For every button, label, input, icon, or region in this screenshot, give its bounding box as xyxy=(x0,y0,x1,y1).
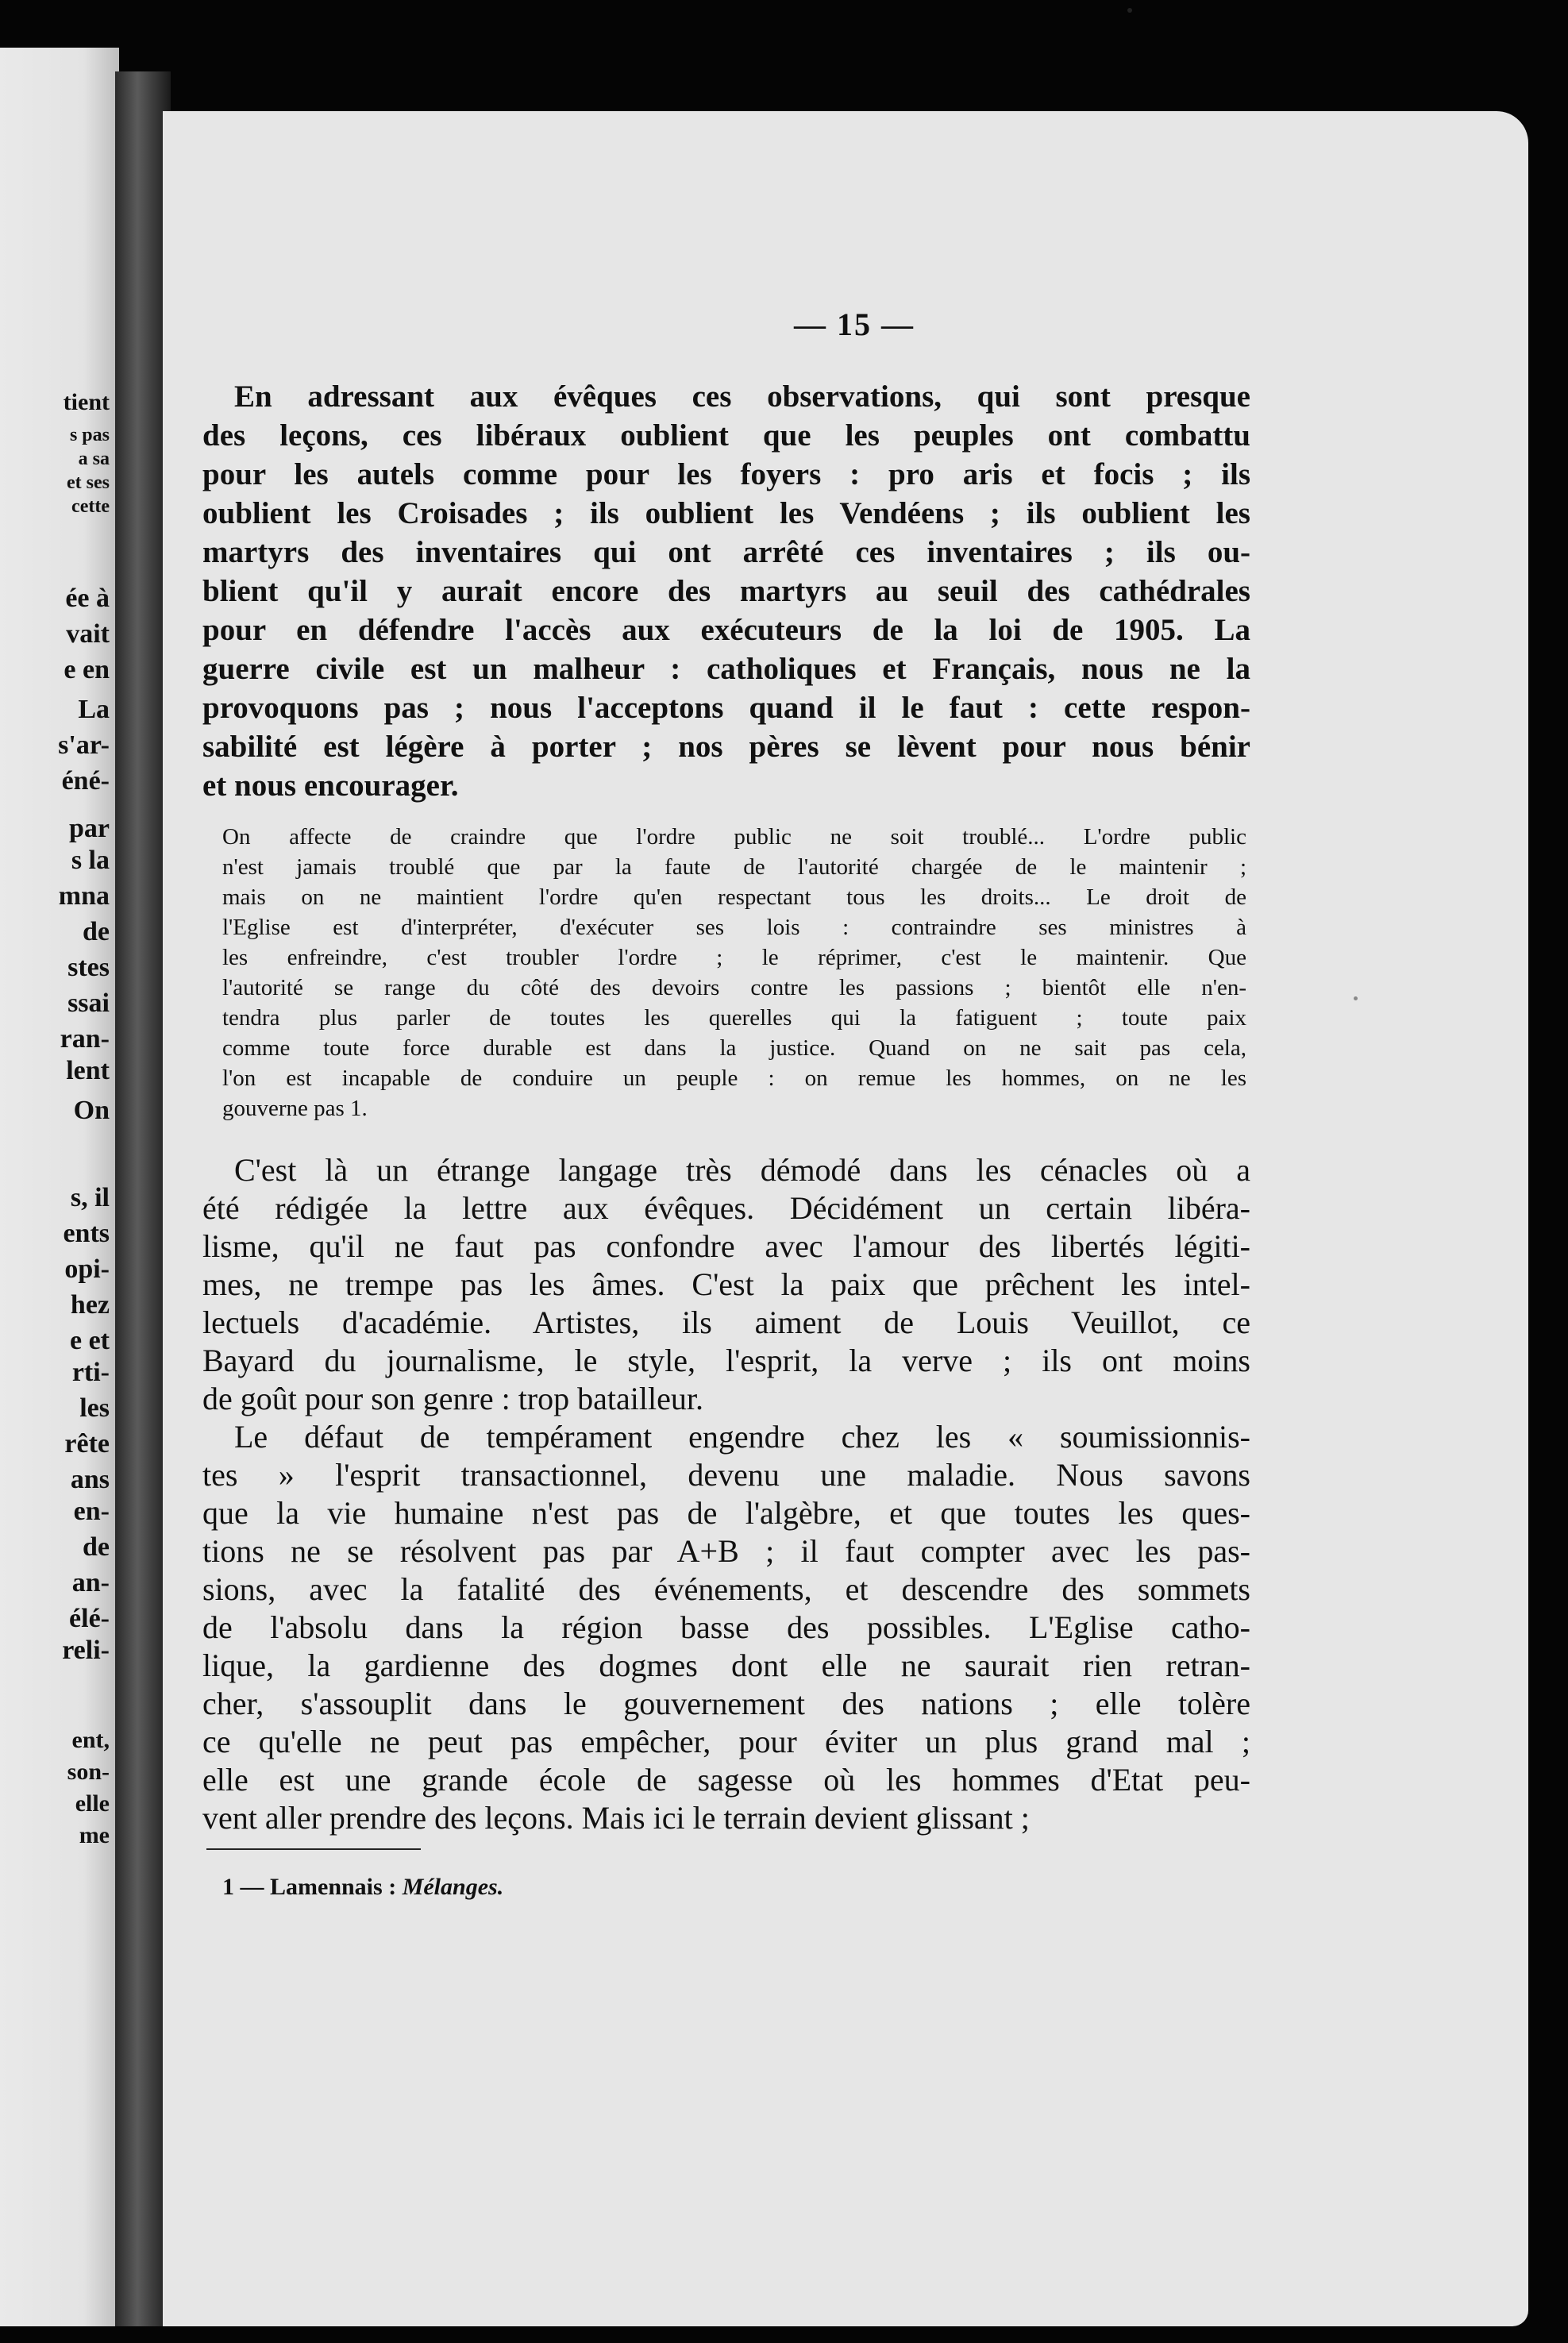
facing-page-fragment-line: an- xyxy=(71,1568,110,1597)
quote-line: mais on ne maintient l'ordre qu'en respectant tous les droits... Le droit de xyxy=(222,884,1246,910)
facing-page-text xyxy=(0,48,119,2326)
paragraph-1-line: guerre civile est un malheur : catholiques et Français, nous ne la xyxy=(202,652,1250,686)
facing-page-fragment-line: stes xyxy=(67,953,110,982)
paragraph-1-line: pour en défendre l'accès aux exécuteurs de la loi de 1905. La xyxy=(202,613,1250,647)
paragraph-2-line: lique, la gardienne des dogmes dont elle ne saurait rien retran- xyxy=(202,1647,1250,1683)
paragraph-2-line: ce qu'elle ne peut pas empêcher, pour éviter un plus grand mal ; xyxy=(202,1724,1250,1759)
facing-page-fragment-line: e et xyxy=(69,1326,110,1355)
paragraph-1-line: et nous encourager. xyxy=(202,769,459,803)
footnote-author: Lamennais : xyxy=(270,1874,397,1900)
facing-page-fragment-line: de xyxy=(83,917,110,946)
paragraph-1-line: martyrs des inventaires qui ont arrêté ces inventaires ; ils ou- xyxy=(202,535,1250,569)
facing-page-fragment-line: ssai xyxy=(67,988,110,1018)
facing-page-fragment-line: éné- xyxy=(61,766,110,796)
quote-line: les enfreindre, c'est troubler l'ordre ; le réprimer, c'est le maintenir. Que xyxy=(222,945,1246,970)
facing-page-fragment-line: ran- xyxy=(60,1024,110,1054)
quote-line: tendra plus parler de toutes les querelles qui la fatiguent ; toute paix xyxy=(222,1005,1246,1031)
paragraph-2-line: sions, avec la fatalité des événements, et descendre des sommets xyxy=(202,1571,1250,1607)
scan-speck xyxy=(1127,8,1132,13)
facing-page-fragment-line: opi- xyxy=(64,1254,110,1284)
quote-line: comme toute force durable est dans la justice. Quand on ne sait pas cela, xyxy=(222,1035,1246,1061)
facing-page-fragment xyxy=(0,48,119,2326)
facing-page-fragment-line: élé- xyxy=(69,1604,110,1633)
facing-page-fragment-line: en- xyxy=(73,1497,110,1526)
footnote-title: Mélanges. xyxy=(402,1874,504,1900)
paragraph-2-line: de goût pour son genre : trop batailleur. xyxy=(202,1381,703,1416)
facing-page-fragment-line: ans xyxy=(70,1465,110,1494)
facing-page-fragment-line: e en xyxy=(64,655,110,684)
paragraph-2-line: Bayard du journalisme, le style, l'esprit, la verve ; ils ont moins xyxy=(202,1343,1250,1378)
page-number: — 15 — xyxy=(794,306,915,342)
paragraph-2-line: tions ne se résolvent pas par A+B ; il faut compter avec les pas- xyxy=(202,1533,1250,1569)
facing-page-fragment-line: son- xyxy=(67,1759,110,1785)
facing-page-fragment-line: a sa xyxy=(78,449,110,469)
facing-page-fragment-line: hez xyxy=(70,1290,110,1320)
paragraph-2-line: Le défaut de tempérament engendre chez les « soumissionnis- xyxy=(234,1419,1250,1455)
paragraph-2-line: été rédigée la lettre aux évêques. Décidément un certain libéra- xyxy=(202,1190,1250,1226)
facing-page-fragment-line: ée à xyxy=(65,584,110,613)
facing-page-fragment-line: reli- xyxy=(62,1636,110,1665)
paragraph-1-line: pour les autels comme pour les foyers : pro aris et focis ; ils xyxy=(202,457,1250,491)
facing-page-fragment-line: de xyxy=(83,1532,110,1562)
paragraph-1-line: sabilité est légère à porter ; nos pères se lèvent pour nous bénir xyxy=(202,730,1250,764)
facing-page-fragment-line: s la xyxy=(71,846,110,875)
paragraph-2-line: cher, s'assouplit dans le gouvernement des nations ; elle tolère xyxy=(202,1686,1250,1721)
facing-page-fragment-line: vait xyxy=(66,619,110,649)
facing-page-fragment-line: s, il xyxy=(70,1183,110,1212)
paragraph-2 xyxy=(202,1151,1250,1837)
facing-page-fragment-line: La xyxy=(78,695,110,724)
paragraph-1-line: En adressant aux évêques ces observations, qui sont presque xyxy=(234,380,1250,414)
facing-page-fragment-line: s'ar- xyxy=(58,730,110,760)
facing-page-fragment-line: me xyxy=(79,1822,110,1848)
facing-page-fragment-line: On xyxy=(73,1096,110,1125)
facing-page-fragment-line: rti- xyxy=(71,1358,110,1387)
paragraph-2-line: vent aller prendre des leçons. Mais ici le terrain devient glissant ; xyxy=(202,1800,1030,1836)
quote-line: n'est jamais troublé que par la faute de l'autorité chargée de le maintenir ; xyxy=(222,854,1246,880)
paragraph-2-line: mes, ne trempe pas les âmes. C'est la paix que prêchent les intel- xyxy=(202,1266,1250,1302)
paragraph-2-line: tes » l'esprit transactionnel, devenu une maladie. Nous savons xyxy=(202,1457,1250,1493)
facing-page-fragment-line: les xyxy=(79,1393,110,1423)
book-page xyxy=(163,111,1528,2326)
paragraph-1 xyxy=(202,377,1250,805)
paragraph-1-line: oublient les Croisades ; ils oublient les Vendéens ; ils oublient les xyxy=(202,496,1250,530)
facing-page-fragment-line: ents xyxy=(63,1219,110,1248)
facing-page-fragment-line: mna xyxy=(58,881,110,911)
footnote-rule xyxy=(206,1848,421,1850)
quote-line: l'Eglise est d'interpréter, d'exécuter ses lois : contraindre ses ministres à xyxy=(222,915,1246,940)
quote-line: l'autorité se range du côté des devoirs contre les passions ; bientôt elle n'en- xyxy=(222,975,1246,1000)
facing-page-fragment-line: et ses xyxy=(67,472,110,493)
facing-page-fragment-line: ent, xyxy=(71,1727,110,1753)
paragraph-2-line: lisme, qu'il ne faut pas confondre avec l'amour des libertés légiti- xyxy=(202,1228,1250,1264)
block-quote xyxy=(222,822,1246,1123)
paragraph-1-line: blient qu'il y aurait encore des martyrs au seuil des cathédrales xyxy=(202,574,1250,608)
facing-page-fragment-line: rête xyxy=(64,1429,110,1459)
footnote-number: 1 — xyxy=(222,1874,264,1900)
paragraph-2-line: C'est là un étrange langage très démodé dans les cénacles où a xyxy=(234,1152,1250,1188)
quote-line: gouverne pas 1. xyxy=(222,1096,368,1121)
facing-page-fragment-line: cette xyxy=(71,496,110,517)
quote-line: l'on est incapable de conduire un peuple : on remue les hommes, on ne les xyxy=(222,1066,1246,1091)
quote-line: On affecte de craindre que l'ordre public ne soit troublé... L'ordre public xyxy=(222,824,1246,850)
facing-page-fragment-line: s pas xyxy=(69,425,110,445)
facing-page-fragment-line: lent xyxy=(66,1056,110,1085)
footnote xyxy=(222,1874,503,1901)
facing-page-fragment-line: tient xyxy=(63,389,110,415)
paragraph-1-line: provoquons pas ; nous l'acceptons quand il le faut : cette respon- xyxy=(202,691,1250,725)
scan-speck xyxy=(1354,996,1358,1000)
facing-page-fragment-line: par xyxy=(69,814,110,843)
paragraph-2-line: elle est une grande école de sagesse où les hommes d'Etat peu- xyxy=(202,1762,1250,1798)
paragraph-2-line: que la vie humaine n'est pas de l'algèbre, et que toutes les ques- xyxy=(202,1495,1250,1531)
paragraph-1-line: des leçons, ces libéraux oublient que les peuples ont combattu xyxy=(202,418,1250,453)
paragraph-2-line: de l'absolu dans la région basse des possibles. L'Eglise catho- xyxy=(202,1609,1250,1645)
paragraph-2-line: lectuels d'académie. Artistes, ils aiment de Louis Veuillot, ce xyxy=(202,1304,1250,1340)
facing-page-fragment-line: elle xyxy=(75,1790,110,1817)
